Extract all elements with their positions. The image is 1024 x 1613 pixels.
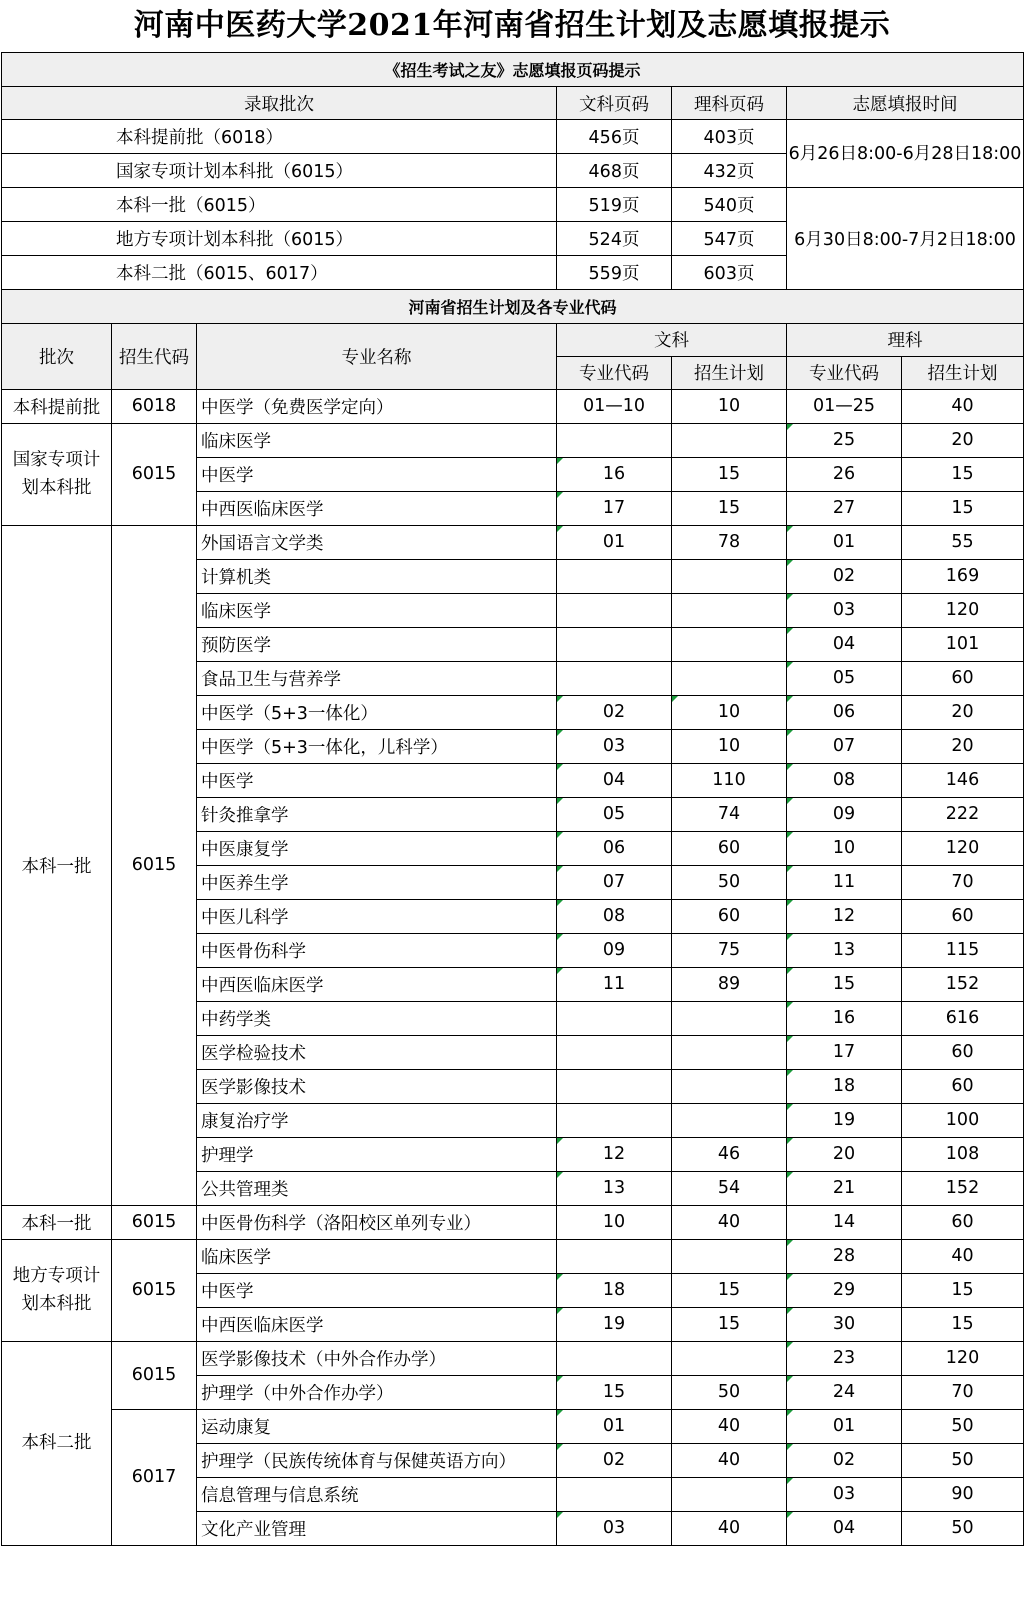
li-plan: 40 (902, 1239, 1024, 1273)
header-wen: 文科 (557, 323, 787, 356)
wen-plan: 15 (672, 1273, 787, 1307)
major-name: 中西医临床医学 (197, 1307, 557, 1341)
major-name: 预防医学 (197, 627, 557, 661)
blank-cell (2, 256, 112, 290)
li-page: 603页 (672, 256, 787, 290)
major-name: 计算机类 (197, 559, 557, 593)
batch-cell: 本科二批 (2, 1341, 112, 1545)
header-wen-page: 文科页码 (557, 87, 672, 120)
wen-major-code: 11 (557, 967, 672, 1001)
wen-plan (672, 627, 787, 661)
li-plan: 15 (902, 1307, 1024, 1341)
header-fill-time: 志愿填报时间 (787, 87, 1024, 120)
wen-plan (672, 1341, 787, 1375)
header-batch: 录取批次 (2, 87, 557, 120)
li-major-code: 18 (787, 1069, 902, 1103)
batch-name: 本科提前批（6018） (112, 120, 557, 154)
major-name: 文化产业管理 (197, 1511, 557, 1545)
wen-major-code: 03 (557, 1511, 672, 1545)
wen-plan: 75 (672, 933, 787, 967)
major-name: 食品卫生与营养学 (197, 661, 557, 695)
blank-cell (2, 154, 112, 188)
code-cell: 6017 (112, 1409, 197, 1545)
wen-major-code (557, 1035, 672, 1069)
major-name: 中医康复学 (197, 831, 557, 865)
wen-plan (672, 1239, 787, 1273)
li-major-code: 15 (787, 967, 902, 1001)
li-major-code: 04 (787, 627, 902, 661)
major-name: 临床医学 (197, 593, 557, 627)
code-cell: 6015 (112, 423, 197, 525)
major-name: 中医学 (197, 457, 557, 491)
page-index-table (1, 52, 1024, 290)
wen-plan: 40 (672, 1511, 787, 1545)
wen-major-code (557, 1239, 672, 1273)
page-title: 河南中医药大学2021年河南省招生计划及志愿填报提示 (133, 8, 891, 43)
major-name: 中医骨伤科学 (197, 933, 557, 967)
wen-page: 559页 (557, 256, 672, 290)
wen-major-code (557, 1477, 672, 1511)
fill-time-2: 6月30日8:00-7月2日18:00 (787, 188, 1024, 290)
li-plan: 50 (902, 1511, 1024, 1545)
li-plan: 100 (902, 1103, 1024, 1137)
blank-cell (2, 120, 112, 154)
major-name: 医学影像技术（中外合作办学） (197, 1341, 557, 1375)
wen-major-code: 17 (557, 491, 672, 525)
major-name: 中医学 (197, 763, 557, 797)
li-page: 432页 (672, 154, 787, 188)
wen-plan: 15 (672, 457, 787, 491)
batch-name: 国家专项计划本科批（6015） (112, 154, 557, 188)
li-major-code: 03 (787, 593, 902, 627)
li-plan: 152 (902, 967, 1024, 1001)
wen-plan (672, 1001, 787, 1035)
wen-plan: 110 (672, 763, 787, 797)
wen-major-code (557, 559, 672, 593)
wen-major-code: 07 (557, 865, 672, 899)
wen-plan (672, 1069, 787, 1103)
li-plan: 90 (902, 1477, 1024, 1511)
wen-major-code: 04 (557, 763, 672, 797)
batch-cell: 地方专项计划本科批 (2, 1239, 112, 1341)
code-cell: 6015 (112, 525, 197, 1205)
li-major-code: 01 (787, 525, 902, 559)
li-major-code: 20 (787, 1137, 902, 1171)
header-code: 招生代码 (112, 323, 197, 389)
li-plan: 146 (902, 763, 1024, 797)
major-name: 信息管理与信息系统 (197, 1477, 557, 1511)
major-name: 中药学类 (197, 1001, 557, 1035)
li-plan: 15 (902, 1273, 1024, 1307)
major-name: 护理学 (197, 1137, 557, 1171)
wen-major-code (557, 423, 672, 457)
batch-cell: 本科一批 (2, 1205, 112, 1239)
wen-plan (672, 1035, 787, 1069)
li-major-code: 06 (787, 695, 902, 729)
major-name: 临床医学 (197, 1239, 557, 1273)
major-name: 中医学（5+3一体化，儿科学） (197, 729, 557, 763)
wen-plan: 50 (672, 865, 787, 899)
li-plan: 50 (902, 1409, 1024, 1443)
major-name: 临床医学 (197, 423, 557, 457)
li-plan: 120 (902, 831, 1024, 865)
wen-page: 456页 (557, 120, 672, 154)
wen-major-code: 02 (557, 1443, 672, 1477)
major-name: 医学影像技术 (197, 1069, 557, 1103)
wen-plan: 10 (672, 695, 787, 729)
wen-major-code: 19 (557, 1307, 672, 1341)
wen-plan: 46 (672, 1137, 787, 1171)
wen-major-code: 09 (557, 933, 672, 967)
wen-plan: 15 (672, 1307, 787, 1341)
li-plan: 60 (902, 1069, 1024, 1103)
wen-plan: 60 (672, 831, 787, 865)
major-name: 运动康复 (197, 1409, 557, 1443)
li-major-code: 28 (787, 1239, 902, 1273)
li-major-code: 17 (787, 1035, 902, 1069)
major-name: 医学检验技术 (197, 1035, 557, 1069)
li-major-code: 10 (787, 831, 902, 865)
wen-major-code: 18 (557, 1273, 672, 1307)
wen-major-code: 01 (557, 525, 672, 559)
wen-plan: 10 (672, 729, 787, 763)
wen-major-code: 08 (557, 899, 672, 933)
code-cell: 6015 (112, 1205, 197, 1239)
li-plan: 60 (902, 1205, 1024, 1239)
wen-plan (672, 1103, 787, 1137)
major-name: 中西医临床医学 (197, 967, 557, 1001)
batch-name: 地方专项计划本科批（6015） (112, 222, 557, 256)
wen-major-code (557, 1103, 672, 1137)
wen-plan: 78 (672, 525, 787, 559)
li-major-code: 05 (787, 661, 902, 695)
blank-cell (2, 188, 112, 222)
major-name: 中医养生学 (197, 865, 557, 899)
wen-major-code: 16 (557, 457, 672, 491)
li-plan: 15 (902, 491, 1024, 525)
wen-plan (672, 559, 787, 593)
li-major-code: 29 (787, 1273, 902, 1307)
wen-plan: 40 (672, 1205, 787, 1239)
wen-plan: 10 (672, 389, 787, 423)
batch-cell: 国家专项计划本科批 (2, 423, 112, 525)
wen-plan: 40 (672, 1443, 787, 1477)
wen-major-code: 05 (557, 797, 672, 831)
li-major-code: 23 (787, 1341, 902, 1375)
table-row (2, 1205, 1024, 1239)
major-name: 中医学 (197, 1273, 557, 1307)
wen-plan: 40 (672, 1409, 787, 1443)
wen-major-code: 02 (557, 695, 672, 729)
wen-major-code (557, 1001, 672, 1035)
header-li-plan: 招生计划 (902, 356, 1024, 389)
wen-major-code (557, 661, 672, 695)
li-major-code: 01—25 (787, 389, 902, 423)
fill-time-1: 6月26日8:00-6月28日18:00 (787, 120, 1024, 188)
li-major-code: 01 (787, 1409, 902, 1443)
major-name: 中医学（免费医学定向） (197, 389, 557, 423)
header-li-page: 理科页码 (672, 87, 787, 120)
enrollment-plan-table (1, 289, 1024, 1546)
li-plan: 101 (902, 627, 1024, 661)
wen-plan (672, 661, 787, 695)
li-major-code: 24 (787, 1375, 902, 1409)
li-major-code: 11 (787, 865, 902, 899)
wen-plan: 54 (672, 1171, 787, 1205)
li-major-code: 13 (787, 933, 902, 967)
plan-body (2, 389, 1024, 1545)
li-plan: 120 (902, 1341, 1024, 1375)
wen-plan: 15 (672, 491, 787, 525)
wen-major-code (557, 593, 672, 627)
li-plan: 616 (902, 1001, 1024, 1035)
li-major-code: 02 (787, 559, 902, 593)
li-plan: 15 (902, 457, 1024, 491)
code-cell: 6018 (112, 389, 197, 423)
li-major-code: 21 (787, 1171, 902, 1205)
batch-name: 本科二批（6015、6017） (112, 256, 557, 290)
wen-major-code (557, 1341, 672, 1375)
major-name: 外国语言文学类 (197, 525, 557, 559)
wen-major-code: 06 (557, 831, 672, 865)
li-plan: 20 (902, 423, 1024, 457)
header-wen-major-code: 专业代码 (557, 356, 672, 389)
batch-cell: 本科提前批 (2, 389, 112, 423)
major-name: 中医骨伤科学（洛阳校区单列专业） (197, 1205, 557, 1239)
li-plan: 152 (902, 1171, 1024, 1205)
wen-plan: 74 (672, 797, 787, 831)
li-plan: 20 (902, 695, 1024, 729)
table-row (2, 1239, 1024, 1273)
wen-major-code: 13 (557, 1171, 672, 1205)
li-page: 403页 (672, 120, 787, 154)
major-name: 中西医临床医学 (197, 491, 557, 525)
wen-plan (672, 1477, 787, 1511)
wen-major-code: 01—10 (557, 389, 672, 423)
li-major-code: 27 (787, 491, 902, 525)
li-major-code: 04 (787, 1511, 902, 1545)
table-row (2, 1409, 1024, 1443)
wen-major-code: 15 (557, 1375, 672, 1409)
wen-major-code: 01 (557, 1409, 672, 1443)
code-cell: 6015 (112, 1341, 197, 1409)
wen-page: 524页 (557, 222, 672, 256)
section1-heading: 《招生考试之友》志愿填报页码提示 (2, 53, 1024, 87)
wen-page: 468页 (557, 154, 672, 188)
major-name: 中医儿科学 (197, 899, 557, 933)
table-row (2, 423, 1024, 457)
li-plan: 222 (902, 797, 1024, 831)
blank-cell (2, 222, 112, 256)
major-name: 针灸推拿学 (197, 797, 557, 831)
li-major-code: 16 (787, 1001, 902, 1035)
li-plan: 20 (902, 729, 1024, 763)
li-major-code: 07 (787, 729, 902, 763)
batch-cell: 本科一批 (2, 525, 112, 1205)
li-major-code: 19 (787, 1103, 902, 1137)
li-plan: 60 (902, 661, 1024, 695)
major-name: 护理学（民族传统体育与保健英语方向） (197, 1443, 557, 1477)
li-major-code: 25 (787, 423, 902, 457)
section2-heading: 河南省招生计划及各专业代码 (2, 289, 1024, 323)
wen-plan: 50 (672, 1375, 787, 1409)
wen-plan: 60 (672, 899, 787, 933)
major-name: 公共管理类 (197, 1171, 557, 1205)
li-plan: 70 (902, 865, 1024, 899)
li-major-code: 30 (787, 1307, 902, 1341)
major-name: 中医学（5+3一体化） (197, 695, 557, 729)
li-plan: 169 (902, 559, 1024, 593)
li-major-code: 08 (787, 763, 902, 797)
li-major-code: 12 (787, 899, 902, 933)
header-major: 专业名称 (197, 323, 557, 389)
wen-plan: 89 (672, 967, 787, 1001)
li-major-code: 26 (787, 457, 902, 491)
li-page: 547页 (672, 222, 787, 256)
li-major-code: 02 (787, 1443, 902, 1477)
wen-major-code: 03 (557, 729, 672, 763)
wen-major-code (557, 1069, 672, 1103)
li-plan: 70 (902, 1375, 1024, 1409)
wen-major-code: 10 (557, 1205, 672, 1239)
batch-name: 本科一批（6015） (112, 188, 557, 222)
wen-major-code: 12 (557, 1137, 672, 1171)
wen-page: 519页 (557, 188, 672, 222)
li-plan: 55 (902, 525, 1024, 559)
li-major-code: 03 (787, 1477, 902, 1511)
table-row (2, 389, 1024, 423)
table-row (2, 525, 1024, 559)
li-plan: 60 (902, 1035, 1024, 1069)
table-row (2, 1341, 1024, 1375)
major-name: 康复治疗学 (197, 1103, 557, 1137)
header-wen-plan: 招生计划 (672, 356, 787, 389)
wen-major-code (557, 627, 672, 661)
wen-plan (672, 423, 787, 457)
header-batch: 批次 (2, 323, 112, 389)
li-major-code: 09 (787, 797, 902, 831)
major-name: 护理学（中外合作办学） (197, 1375, 557, 1409)
li-page: 540页 (672, 188, 787, 222)
header-li-major-code: 专业代码 (787, 356, 902, 389)
li-plan: 60 (902, 899, 1024, 933)
li-plan: 108 (902, 1137, 1024, 1171)
wen-plan (672, 593, 787, 627)
code-cell: 6015 (112, 1239, 197, 1341)
li-plan: 50 (902, 1443, 1024, 1477)
header-li: 理科 (787, 323, 1024, 356)
li-plan: 40 (902, 389, 1024, 423)
li-major-code: 14 (787, 1205, 902, 1239)
li-plan: 115 (902, 933, 1024, 967)
li-plan: 120 (902, 593, 1024, 627)
